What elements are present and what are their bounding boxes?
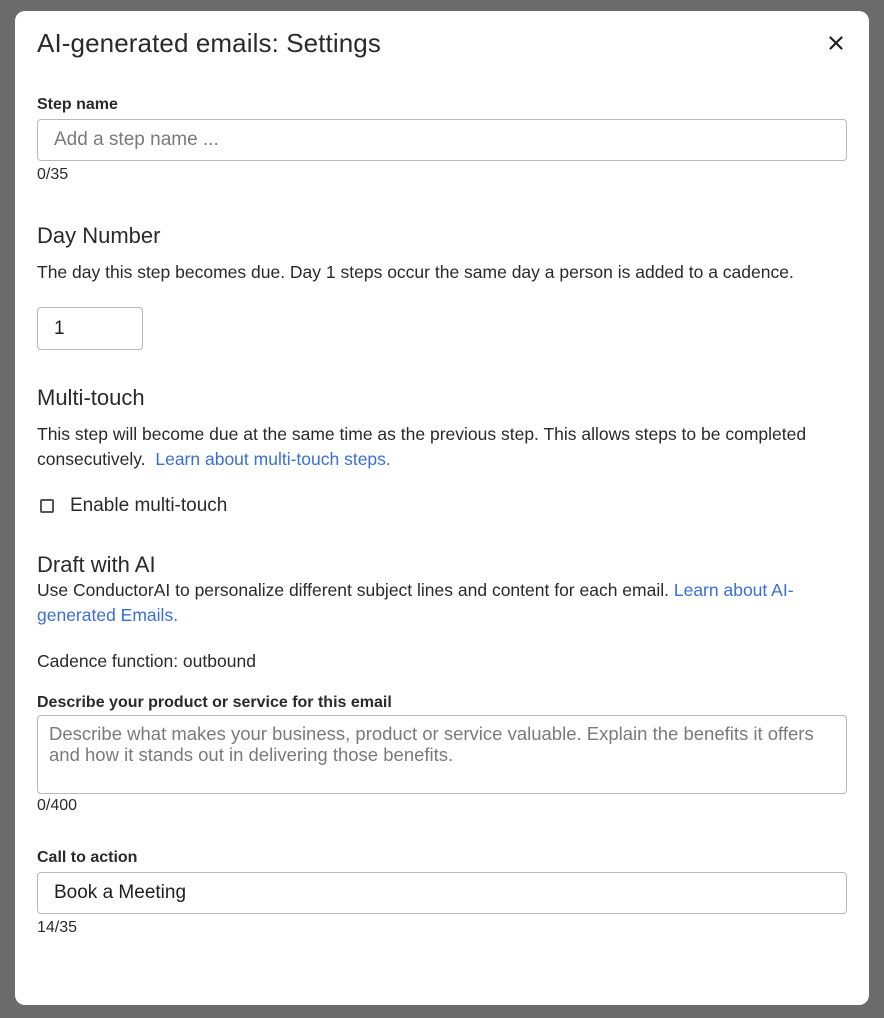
day-number-description: The day this step becomes due. Day 1 steps occur the same day a person is added to a cadence. (37, 262, 794, 282)
dialog-title: AI-generated emails: Settings (37, 28, 381, 58)
close-icon (829, 36, 843, 50)
draft-with-ai-heading: Draft with AI (37, 552, 156, 577)
call-to-action-counter: 14/35 (37, 919, 78, 936)
day-number-heading: Day Number (37, 223, 161, 248)
enable-multi-touch-label: Enable multi-touch (70, 495, 228, 516)
draft-with-ai-description-text: Use ConductorAI to personalize different subject lines and content for each email. (37, 580, 669, 600)
close-button[interactable] (823, 30, 849, 56)
call-to-action-label: Call to action (37, 849, 138, 866)
settings-dialog (15, 11, 869, 1005)
draft-with-ai-description (37, 578, 837, 628)
checkbox-icon[interactable] (40, 499, 54, 513)
call-to-action-input[interactable] (37, 872, 847, 914)
product-description-counter: 0/400 (37, 797, 78, 814)
step-name-counter: 0/35 (37, 166, 69, 183)
product-description-textarea[interactable] (37, 715, 847, 794)
multi-touch-description (37, 422, 817, 472)
multi-touch-learn-link[interactable]: Learn about multi-touch steps. (155, 449, 391, 469)
multi-touch-heading: Multi-touch (37, 385, 145, 410)
multi-touch-description-text: This step will become due at the same time as the previous step. This allows steps to be completed consecutively. (37, 424, 807, 469)
step-name-input[interactable] (37, 119, 847, 161)
day-number-input[interactable] (37, 307, 143, 350)
product-description-label: Describe your product or service for this email (37, 694, 392, 711)
cadence-function: Cadence function: outbound (37, 651, 256, 671)
enable-multi-touch-option[interactable] (40, 495, 227, 517)
step-name-label: Step name (37, 96, 118, 113)
ai-emails-learn-link[interactable]: Learn about AI-generated Emails. (37, 580, 794, 625)
